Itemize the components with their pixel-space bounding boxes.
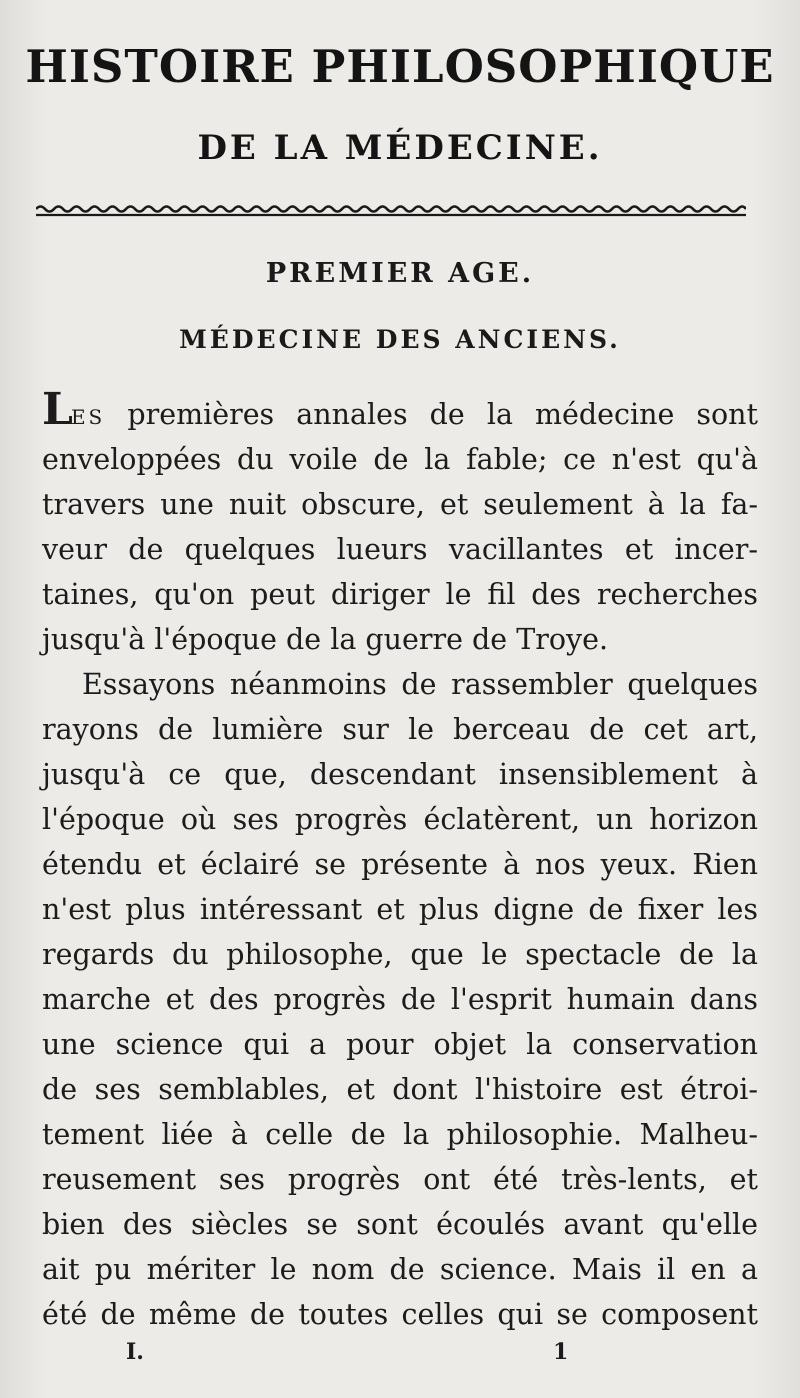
text-line-10: l'époque où ses progrès éclatèrent, un horizon [42, 803, 758, 836]
text-line-6: jusqu'à l'époque de la guerre de Troye. [42, 623, 609, 656]
text-line-11: étendu et éclairé se présente à nos yeux. Rien [42, 848, 758, 881]
wavy-line [36, 207, 746, 212]
text-line-2: enveloppées du voile de la fable; ce n'est qu'à [42, 443, 758, 476]
drop-cap: L [42, 384, 71, 435]
text-line-12: n'est plus intéressant et plus digne de fixer les [42, 893, 758, 926]
wavy-rule-divider [36, 200, 746, 222]
text-line-7: Essayons néanmoins de rassembler quelques [82, 668, 758, 701]
text-line-8: rayons de lumière sur le berceau de cet art, [42, 713, 758, 746]
text-line-17: tement liée à celle de la philosophie. Malheu- [42, 1118, 758, 1151]
text-line-20: ait pu mériter le nom de science. Mais il en a [42, 1253, 758, 1286]
text-line-18: reusement ses progrès ont été très-lents, et [42, 1163, 758, 1196]
page-number: 1 [553, 1339, 569, 1365]
text-line-19: bien des siècles se sont écoulés avant qu'elle [42, 1208, 758, 1241]
text-line-16: de ses semblables, et dont l'histoire est étroi- [42, 1073, 758, 1106]
small-caps-word: ES [70, 405, 106, 429]
section-heading: MÉDECINE DES ANCIENS. [179, 325, 621, 354]
page-title: HISTOIRE PHILOSOPHIQUE [25, 40, 775, 93]
line-text: premières annales de la médecine sont [105, 398, 758, 431]
text-line-4: veur de quelques lueurs vacillantes et incer- [42, 533, 758, 566]
page-subtitle: DE LA MÉDECINE. [197, 128, 603, 168]
text-line-13: regards du philosophe, que le spectacle de la [42, 938, 758, 971]
text-line-21: été de même de toutes celles qui se composent [42, 1298, 758, 1331]
text-line-3: travers une nuit obscure, et seulement à la fa- [42, 488, 758, 521]
section-age-heading: PREMIER AGE. [265, 258, 535, 289]
text-line-5: taines, qu'on peut diriger le fil des recherches [42, 578, 758, 611]
text-line-9: jusqu'à ce que, descendant insensiblement à [42, 758, 758, 791]
text-line-15: une science qui a pour objet la conservation [42, 1028, 758, 1061]
text-line-1 [42, 384, 758, 437]
signature-mark: I. [126, 1339, 144, 1365]
text-line-14: marche et des progrès de l'esprit humain dans [42, 983, 758, 1016]
